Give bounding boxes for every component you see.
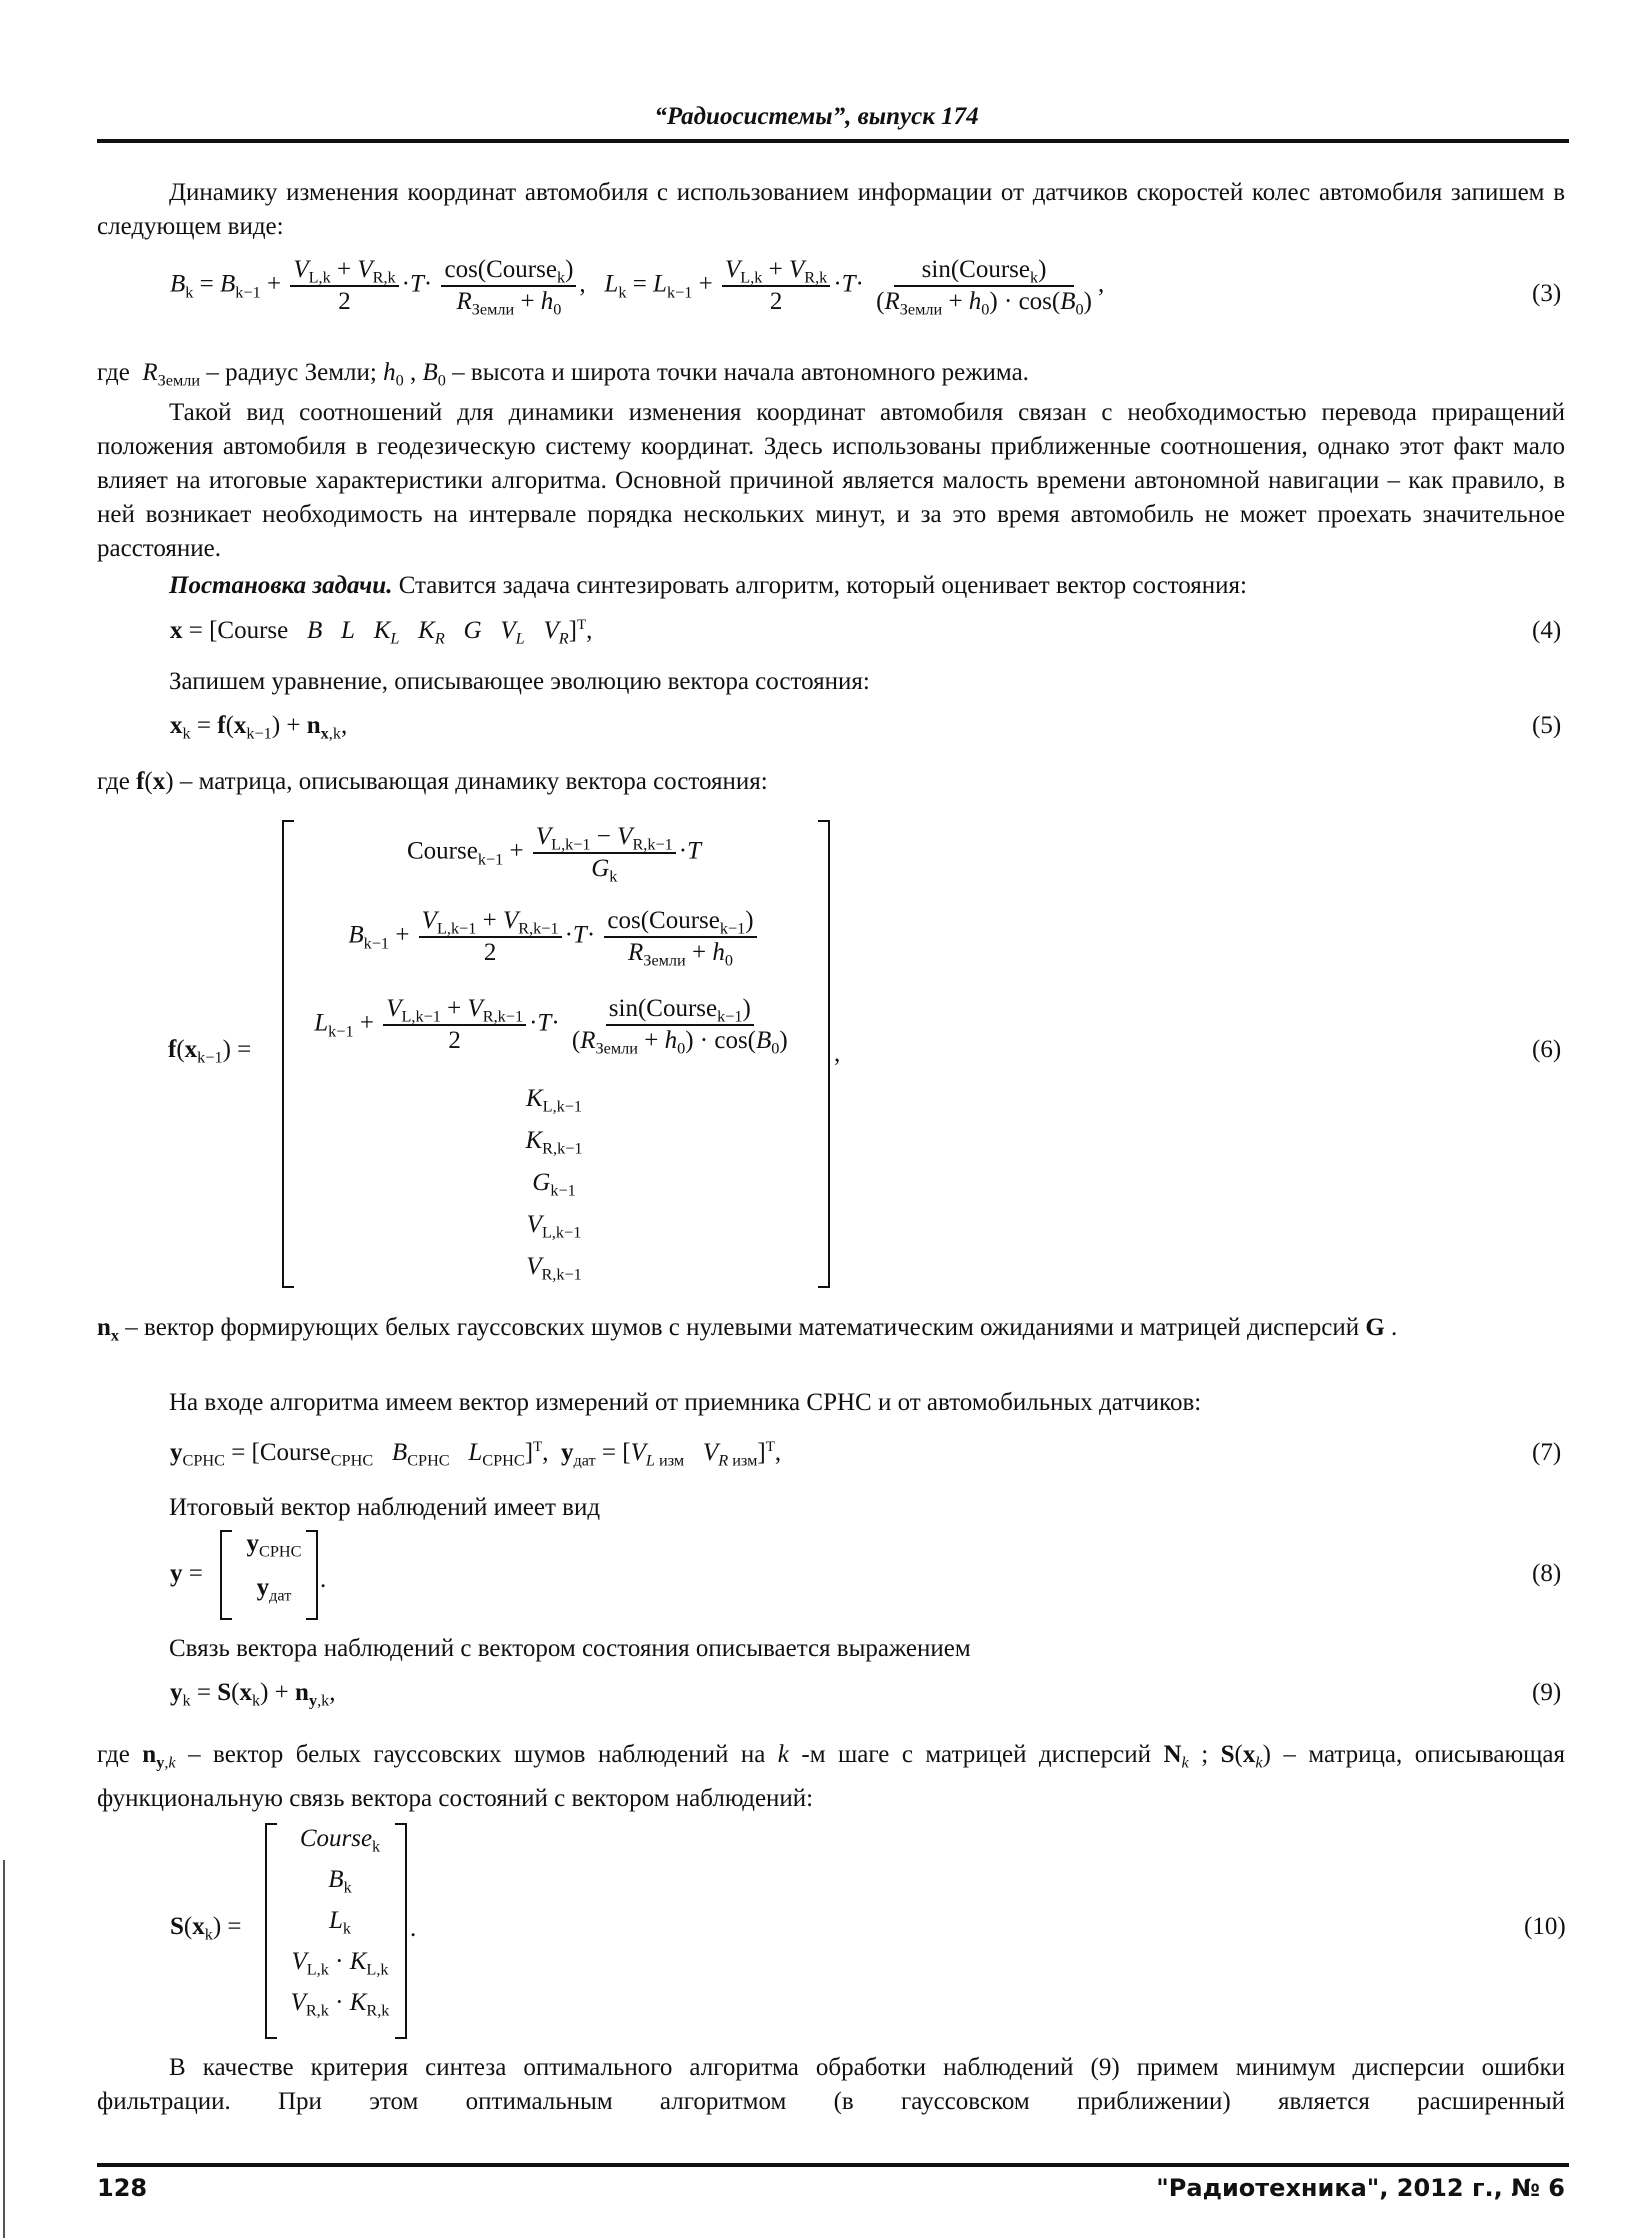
matrix-10-row-vl-kl: $V_{L,k} \cdot K_{L,k}$ xyxy=(291,1948,389,1979)
matrix-8-row-dat: $y_{дат}$ xyxy=(256,1574,292,1605)
running-header: “Радиосистемы”, выпуск 174 xyxy=(654,103,979,130)
equation-10-number: (10) xyxy=(1524,1913,1566,1940)
equation-7-formula: $y_{СРНС}$ = [Course$_{СРНС}$ $B_{СРНС}$ $L_{СРНС}]^T$, $y_{дат} = [V_{L изм}$ $V_{R изм}]^T$, xyxy=(170,1439,782,1470)
matrix-6-right-bracket xyxy=(818,820,830,1288)
equation-10-lhs: $S(x_k)$ = xyxy=(170,1913,242,1944)
paragraph-where-ny: где $n_{y,k}$ – вектор белых гауссовских шумов наблюдений на k -м шаге с матрицей дисперсий $N_k$ ; $S(x_k)$ – матрица, описывающая функциональную связь вектора состояний с вектором наблюдений: xyxy=(97,1741,1565,1812)
paragraph-noise-vector: $n_x$ – вектор формирующих белых гауссовских шумов с нулевыми математическим ожиданиями и матрицей дисперсий G . xyxy=(97,1314,1398,1345)
paragraph-approximation: Такой вид соотношений для динамики изменения координат автомобиля связан с необходимостью перевода приращений положения автомобиля в геодезическую систему координат. Здесь использованы приближенные соотношения, однако этот факт мало влияет на итоговые характеристики алгоритма. Основной причиной является малость времени автономной навигации – как правило, в ней возникает необходимость на интервале порядка нескольких минут, и за это время автомобиль не может проехать значительное расстояние. xyxy=(97,399,1565,562)
paragraph-evolution: Запишем уравнение, описывающее эволюцию вектора состояния: xyxy=(169,668,870,695)
paragraph-measurements: На входе алгоритма имеем вектор измерений от приемника СРНС и от автомобильных датчиков: xyxy=(169,1389,1202,1416)
equation-4-number: (4) xyxy=(1532,617,1562,644)
journal-name: "Радиотехника", 2012 г., № 6 xyxy=(1156,2174,1565,2202)
matrix-10-row-l: $L_k$ xyxy=(328,1907,352,1938)
page-number: 128 xyxy=(97,2174,148,2202)
equation-6-number: (6) xyxy=(1532,1036,1562,1063)
equation-4-formula: x = [Course B L $K_L$ $K_R$ G $V_L$ $V_R]^T$, xyxy=(170,617,593,648)
matrix-6-comma: , xyxy=(834,1040,841,1067)
matrix-10-row-vr-kr: $V_{R,k} \cdot K_{R,k}$ xyxy=(290,1989,390,2020)
matrix-10-right-bracket xyxy=(395,1823,407,2039)
matrix-6-row-b: $B_{k-1}$ + $\frac{V_{L,k-1} + V_{R,k-1}}{2}$ ·T· $\frac{\cos(Course_{k-1})}{R_{Земли} + h_0}$ xyxy=(294,906,814,968)
matrix-6-row-vl: $V_{L,k-1}$ xyxy=(526,1211,582,1242)
equation-9-formula: $y_k = S(x_k) + n_{y,k}$, xyxy=(170,1679,336,1710)
paragraph-intro: Динамику изменения координат автомобиля с использованием информации от датчиков скоростей колес автомобиля запишем в следующем виде: xyxy=(97,179,1565,240)
paragraph-where-r: где $R_{Земли}$ – радиус Земли; $h_0$ , $B_0$ – высота и широта точки начала автономного режима. xyxy=(97,359,1029,390)
equation-3-formula: $B_k = B_{k-1}$ + $\frac{V_{L,k} + V_{R,k}}{2}$ ·T· $\frac{\cos(Course_k)}{R_{Земли} + h_0}$ , $L_k = L_{k-1}$ + $\frac{V_{L,k} + V_{R,k}}{2}$ ·T· $\frac{\sin(Course_k)}{(R_{Земли} + h_0) \cdot \cos(B_0)}$ , xyxy=(170,256,1105,319)
matrix-8-left-bracket xyxy=(220,1530,232,1620)
footer-rule xyxy=(97,2163,1569,2167)
paragraph-problem-statement: Постановка задачи. Ставится задача синтезировать алгоритм, который оценивает вектор состояния: xyxy=(169,572,1248,599)
header-rule xyxy=(97,139,1569,143)
matrix-6-row-kr: $K_{R,k-1}$ xyxy=(525,1127,583,1158)
paragraph-where-f: где f(x) – матрица, описывающая динамику вектора состояния: xyxy=(97,768,768,795)
matrix-6-row-g: $G_{k-1}$ xyxy=(532,1169,576,1200)
matrix-6-row-kl: $K_{L,k-1}$ xyxy=(525,1085,583,1116)
matrix-10-period: . xyxy=(410,1915,417,1942)
matrix-10-row-b: $B_k$ xyxy=(328,1866,352,1897)
matrix-10-row-course: Course$_k$ xyxy=(299,1825,381,1856)
paragraph-observation-link: Связь вектора наблюдений с вектором состояния описывается выражением xyxy=(169,1635,971,1662)
equation-7-number: (7) xyxy=(1532,1439,1562,1466)
matrix-6-row-l: $L_{k-1}$ + $\frac{V_{L,k-1} + V_{R,k-1}}{2}$ ·T· $\frac{\sin(Course_{k-1})}{(R_{Земли} + h_0) \cdot \cos(B_0)}$ xyxy=(314,995,788,1058)
scan-edge-line xyxy=(3,1860,5,2238)
matrix-6-row-vr: $V_{R,k-1}$ xyxy=(526,1253,582,1284)
paragraph-observation-vector: Итоговый вектор наблюдений имеет вид xyxy=(169,1494,601,1521)
matrix-6-row-course: Course$_{k-1}$ + $\frac{V_{L,k-1} - V_{R,k-1}}{G_k}$ ·T xyxy=(407,823,701,886)
equation-8-lhs: y = xyxy=(170,1560,203,1587)
paragraph-criterion: В качестве критерия синтеза оптимального алгоритма обработки наблюдений (9) примем минимум дисперсии ошибки фильтрации. При этом оптимальным алгоритмом (в гауссовском приближении) является расширенный xyxy=(97,2054,1565,2115)
matrix-6-left-bracket xyxy=(282,820,294,1288)
equation-5-number: (5) xyxy=(1532,712,1562,739)
matrix-8-right-bracket xyxy=(306,1530,318,1620)
matrix-8-row-srns: $y_{СРНС}$ xyxy=(246,1530,302,1561)
equation-9-number: (9) xyxy=(1532,1679,1562,1706)
equation-6-lhs: $f(x_{k-1})$ = xyxy=(168,1036,252,1067)
matrix-8-period: . xyxy=(320,1566,327,1593)
equation-3-number: (3) xyxy=(1532,280,1562,307)
equation-5-formula: $x_k = f(x_{k-1}) + n_{x,k}$, xyxy=(170,712,348,743)
equation-8-number: (8) xyxy=(1532,1560,1562,1587)
matrix-10-left-bracket xyxy=(265,1823,277,2039)
